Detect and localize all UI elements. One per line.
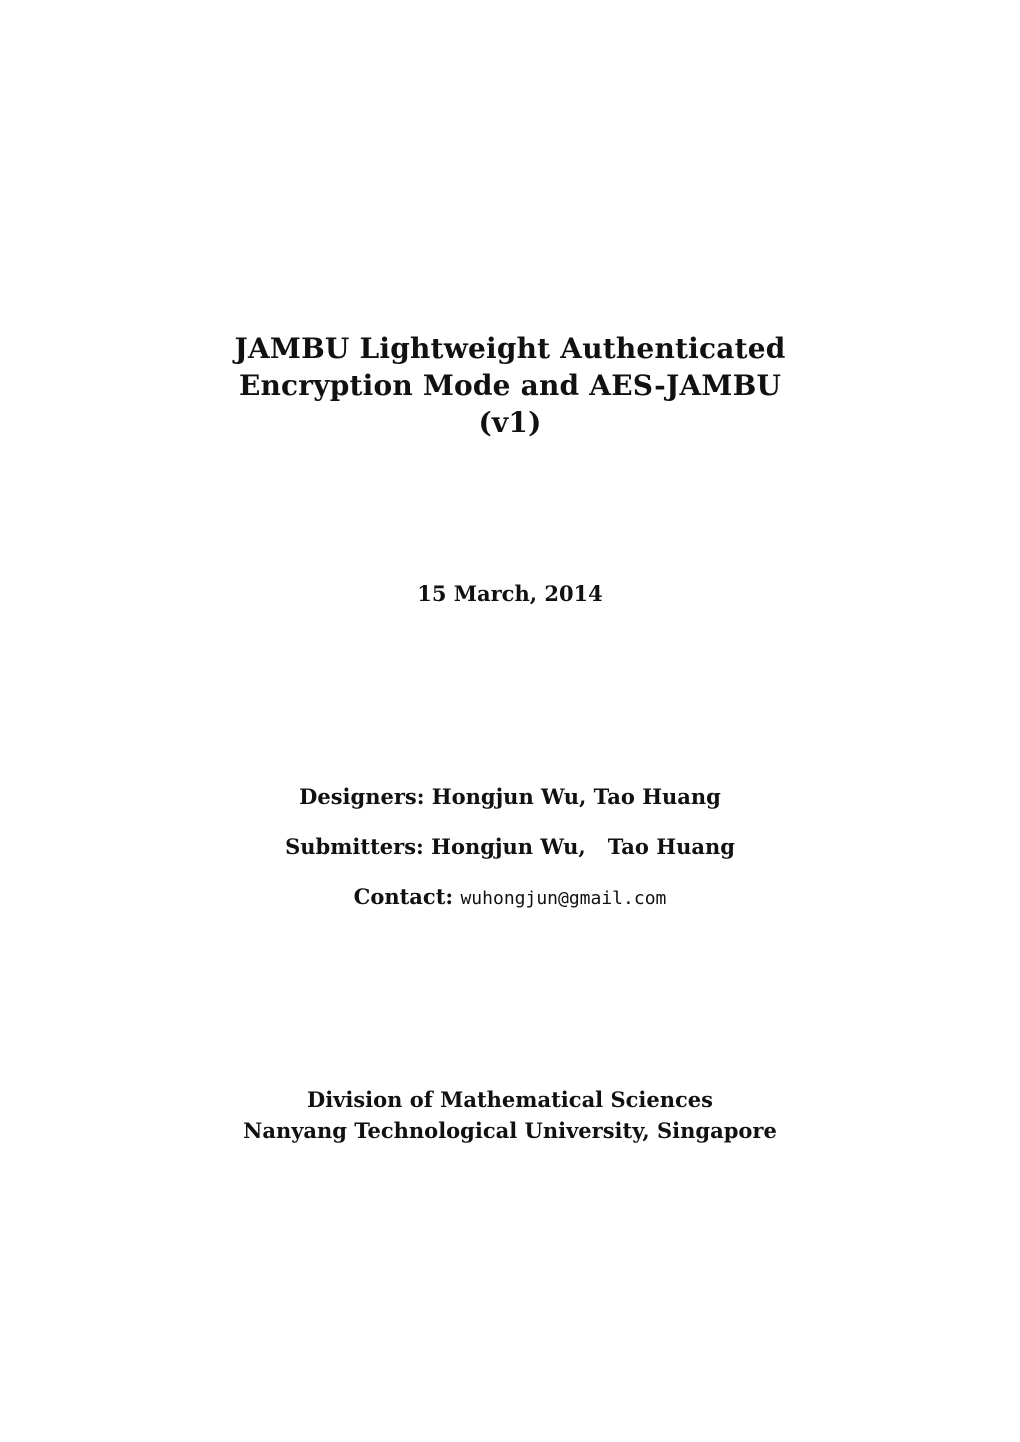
contact-label: Contact: <box>353 884 454 909</box>
designers-label: Designers: <box>299 784 425 809</box>
contact-email: wuhongjun@gmail.com <box>460 888 667 909</box>
designers-line <box>0 783 1020 833</box>
submitters-label: Submitters: <box>285 834 424 859</box>
author-info <box>0 783 1020 933</box>
submitters-line <box>0 833 1020 883</box>
title-line-2: Encryption Mode and AES-JAMBU <box>238 369 782 402</box>
contact-line <box>0 883 1020 933</box>
submitter-name-2: Tao Huang <box>607 834 735 859</box>
paper-title <box>0 330 1020 441</box>
title-line-1: JAMBU Lightweight Authenticated <box>234 332 786 365</box>
publication-date: 15 March, 2014 <box>417 581 603 606</box>
affiliation-line-2: Nanyang Technological University, Singapore <box>243 1118 777 1143</box>
title-line-3: (v1) <box>478 406 542 439</box>
submitter-name-1: Hongjun Wu, <box>431 834 586 859</box>
affiliation <box>0 1084 1020 1146</box>
designers-names: Hongjun Wu, Tao Huang <box>431 784 721 809</box>
affiliation-line-1: Division of Mathematical Sciences <box>306 1087 713 1112</box>
